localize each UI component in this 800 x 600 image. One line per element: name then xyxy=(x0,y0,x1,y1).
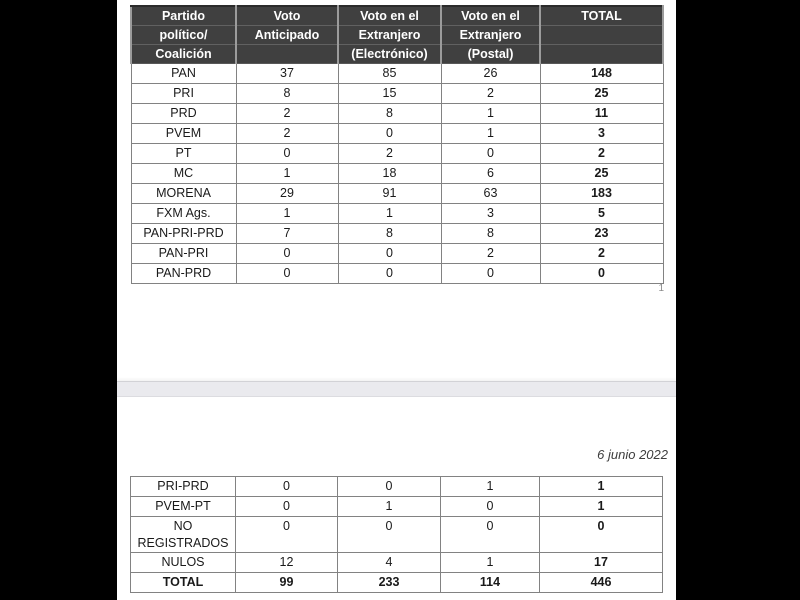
voto-anticipado-cell: 0 xyxy=(236,497,338,517)
party-label-cell: PT xyxy=(131,144,236,164)
total-cell: 446 xyxy=(540,573,663,593)
extranjero-postal-cell: 2 xyxy=(441,244,540,264)
table-row xyxy=(131,144,663,164)
votes-table-page1 xyxy=(130,5,664,284)
total-cell: 183 xyxy=(540,184,663,204)
party-label-cell: PVEM xyxy=(131,124,236,144)
extranjero-electronico-cell: 1 xyxy=(338,204,441,224)
table-row xyxy=(131,497,663,517)
party-label-cell: PAN-PRD xyxy=(131,264,236,284)
voto-anticipado-cell: 0 xyxy=(236,264,338,284)
header-cell-voto-anticipado: Voto xyxy=(236,6,338,26)
extranjero-electronico-cell: 4 xyxy=(338,553,441,573)
header-row-3 xyxy=(131,45,663,64)
extranjero-electronico-cell: 15 xyxy=(338,84,441,104)
party-label-cell: MORENA xyxy=(131,184,236,204)
extranjero-postal-cell: 1 xyxy=(441,124,540,144)
extranjero-electronico-cell: 0 xyxy=(338,124,441,144)
table-row xyxy=(131,204,663,224)
extranjero-electronico-cell: 8 xyxy=(338,104,441,124)
extranjero-postal-cell: 63 xyxy=(441,184,540,204)
total-cell: 25 xyxy=(540,164,663,184)
total-cell: 1 xyxy=(540,477,663,497)
voto-anticipado-cell: 1 xyxy=(236,204,338,224)
page-number: 1 xyxy=(658,283,664,294)
voto-anticipado-cell: 0 xyxy=(236,144,338,164)
extranjero-electronico-cell: 0 xyxy=(338,477,441,497)
extranjero-postal-cell: 114 xyxy=(441,573,540,593)
party-label-cell: PAN-PRI xyxy=(131,244,236,264)
voto-anticipado-cell: 2 xyxy=(236,124,338,144)
table-row xyxy=(131,264,663,284)
voto-anticipado-cell: 7 xyxy=(236,224,338,244)
party-label-cell: NULOS xyxy=(131,553,236,573)
total-cell: 0 xyxy=(540,517,663,553)
party-label-cell: PRD xyxy=(131,104,236,124)
table-row xyxy=(131,184,663,204)
extranjero-electronico-cell: 85 xyxy=(338,64,441,84)
total-cell: 2 xyxy=(540,244,663,264)
header-cell-total xyxy=(540,45,663,64)
header-cell-total xyxy=(540,26,663,45)
extranjero-electronico-cell: 0 xyxy=(338,517,441,553)
total-cell: 148 xyxy=(540,64,663,84)
header-cell-extranjero-postal: Voto en el xyxy=(441,6,540,26)
header-cell-extranjero-electronico: Voto en el xyxy=(338,6,441,26)
table-row xyxy=(131,104,663,124)
table-row xyxy=(131,84,663,104)
header-cell-extranjero-postal: Extranjero xyxy=(441,26,540,45)
party-label-cell: PRI xyxy=(131,84,236,104)
total-cell: 17 xyxy=(540,553,663,573)
voto-anticipado-cell: 1 xyxy=(236,164,338,184)
total-cell: 2 xyxy=(540,144,663,164)
party-label-cell: PRI-PRD xyxy=(131,477,236,497)
total-cell: 11 xyxy=(540,104,663,124)
header-cell-partido: político/ xyxy=(131,26,236,45)
total-cell: 0 xyxy=(540,264,663,284)
extranjero-postal-cell: 1 xyxy=(441,477,540,497)
header-row-1 xyxy=(131,6,663,26)
total-cell: 23 xyxy=(540,224,663,244)
extranjero-postal-cell: 1 xyxy=(441,104,540,124)
total-cell: 25 xyxy=(540,84,663,104)
extranjero-electronico-cell: 0 xyxy=(338,244,441,264)
table-row xyxy=(131,477,663,497)
page-break-divider xyxy=(117,381,676,397)
extranjero-postal-cell: 0 xyxy=(441,144,540,164)
party-label-cell: MC xyxy=(131,164,236,184)
party-label-cell: PAN xyxy=(131,64,236,84)
extranjero-postal-cell: 0 xyxy=(441,264,540,284)
party-label-cell: NO REGISTRADOS xyxy=(131,517,236,553)
party-label-cell: FXM Ags. xyxy=(131,204,236,224)
table-row xyxy=(131,573,663,593)
table-row xyxy=(131,553,663,573)
extranjero-postal-cell: 26 xyxy=(441,64,540,84)
voto-anticipado-cell: 8 xyxy=(236,84,338,104)
extranjero-postal-cell: 0 xyxy=(441,497,540,517)
votes-table-body-page2 xyxy=(131,477,663,593)
party-label-cell: PAN-PRI-PRD xyxy=(131,224,236,244)
table-row xyxy=(131,244,663,264)
header-cell-extranjero-electronico: Extranjero xyxy=(338,26,441,45)
header-cell-voto-anticipado xyxy=(236,45,338,64)
voto-anticipado-cell: 0 xyxy=(236,477,338,497)
voto-anticipado-cell: 37 xyxy=(236,64,338,84)
extranjero-postal-cell: 1 xyxy=(441,553,540,573)
voto-anticipado-cell: 99 xyxy=(236,573,338,593)
header-cell-partido: Partido xyxy=(131,6,236,26)
total-cell: 5 xyxy=(540,204,663,224)
document-date: 6 junio 2022 xyxy=(597,447,668,462)
header-cell-extranjero-electronico: (Electrónico) xyxy=(338,45,441,64)
voto-anticipado-cell: 0 xyxy=(236,517,338,553)
header-row-2 xyxy=(131,26,663,45)
extranjero-electronico-cell: 1 xyxy=(338,497,441,517)
voto-anticipado-cell: 0 xyxy=(236,244,338,264)
header-cell-partido: Coalición xyxy=(131,45,236,64)
extranjero-postal-cell: 8 xyxy=(441,224,540,244)
votes-table-body-page1 xyxy=(131,64,663,284)
table-row xyxy=(131,164,663,184)
party-label-cell: PVEM-PT xyxy=(131,497,236,517)
extranjero-electronico-cell: 91 xyxy=(338,184,441,204)
header-cell-extranjero-postal: (Postal) xyxy=(441,45,540,64)
extranjero-postal-cell: 3 xyxy=(441,204,540,224)
extranjero-electronico-cell: 233 xyxy=(338,573,441,593)
extranjero-electronico-cell: 18 xyxy=(338,164,441,184)
votes-table-page2 xyxy=(130,476,663,593)
total-cell: 3 xyxy=(540,124,663,144)
voto-anticipado-cell: 12 xyxy=(236,553,338,573)
table-row xyxy=(131,64,663,84)
extranjero-electronico-cell: 8 xyxy=(338,224,441,244)
header-cell-total: TOTAL xyxy=(540,6,663,26)
extranjero-postal-cell: 6 xyxy=(441,164,540,184)
document-page-strip xyxy=(117,0,676,600)
extranjero-electronico-cell: 2 xyxy=(338,144,441,164)
table-row xyxy=(131,224,663,244)
total-cell: 1 xyxy=(540,497,663,517)
extranjero-postal-cell: 2 xyxy=(441,84,540,104)
voto-anticipado-cell: 29 xyxy=(236,184,338,204)
extranjero-electronico-cell: 0 xyxy=(338,264,441,284)
voto-anticipado-cell: 2 xyxy=(236,104,338,124)
party-label-cell: TOTAL xyxy=(131,573,236,593)
extranjero-postal-cell: 0 xyxy=(441,517,540,553)
header-cell-voto-anticipado: Anticipado xyxy=(236,26,338,45)
table-row xyxy=(131,517,663,553)
votes-table-header xyxy=(131,6,663,64)
table-row xyxy=(131,124,663,144)
